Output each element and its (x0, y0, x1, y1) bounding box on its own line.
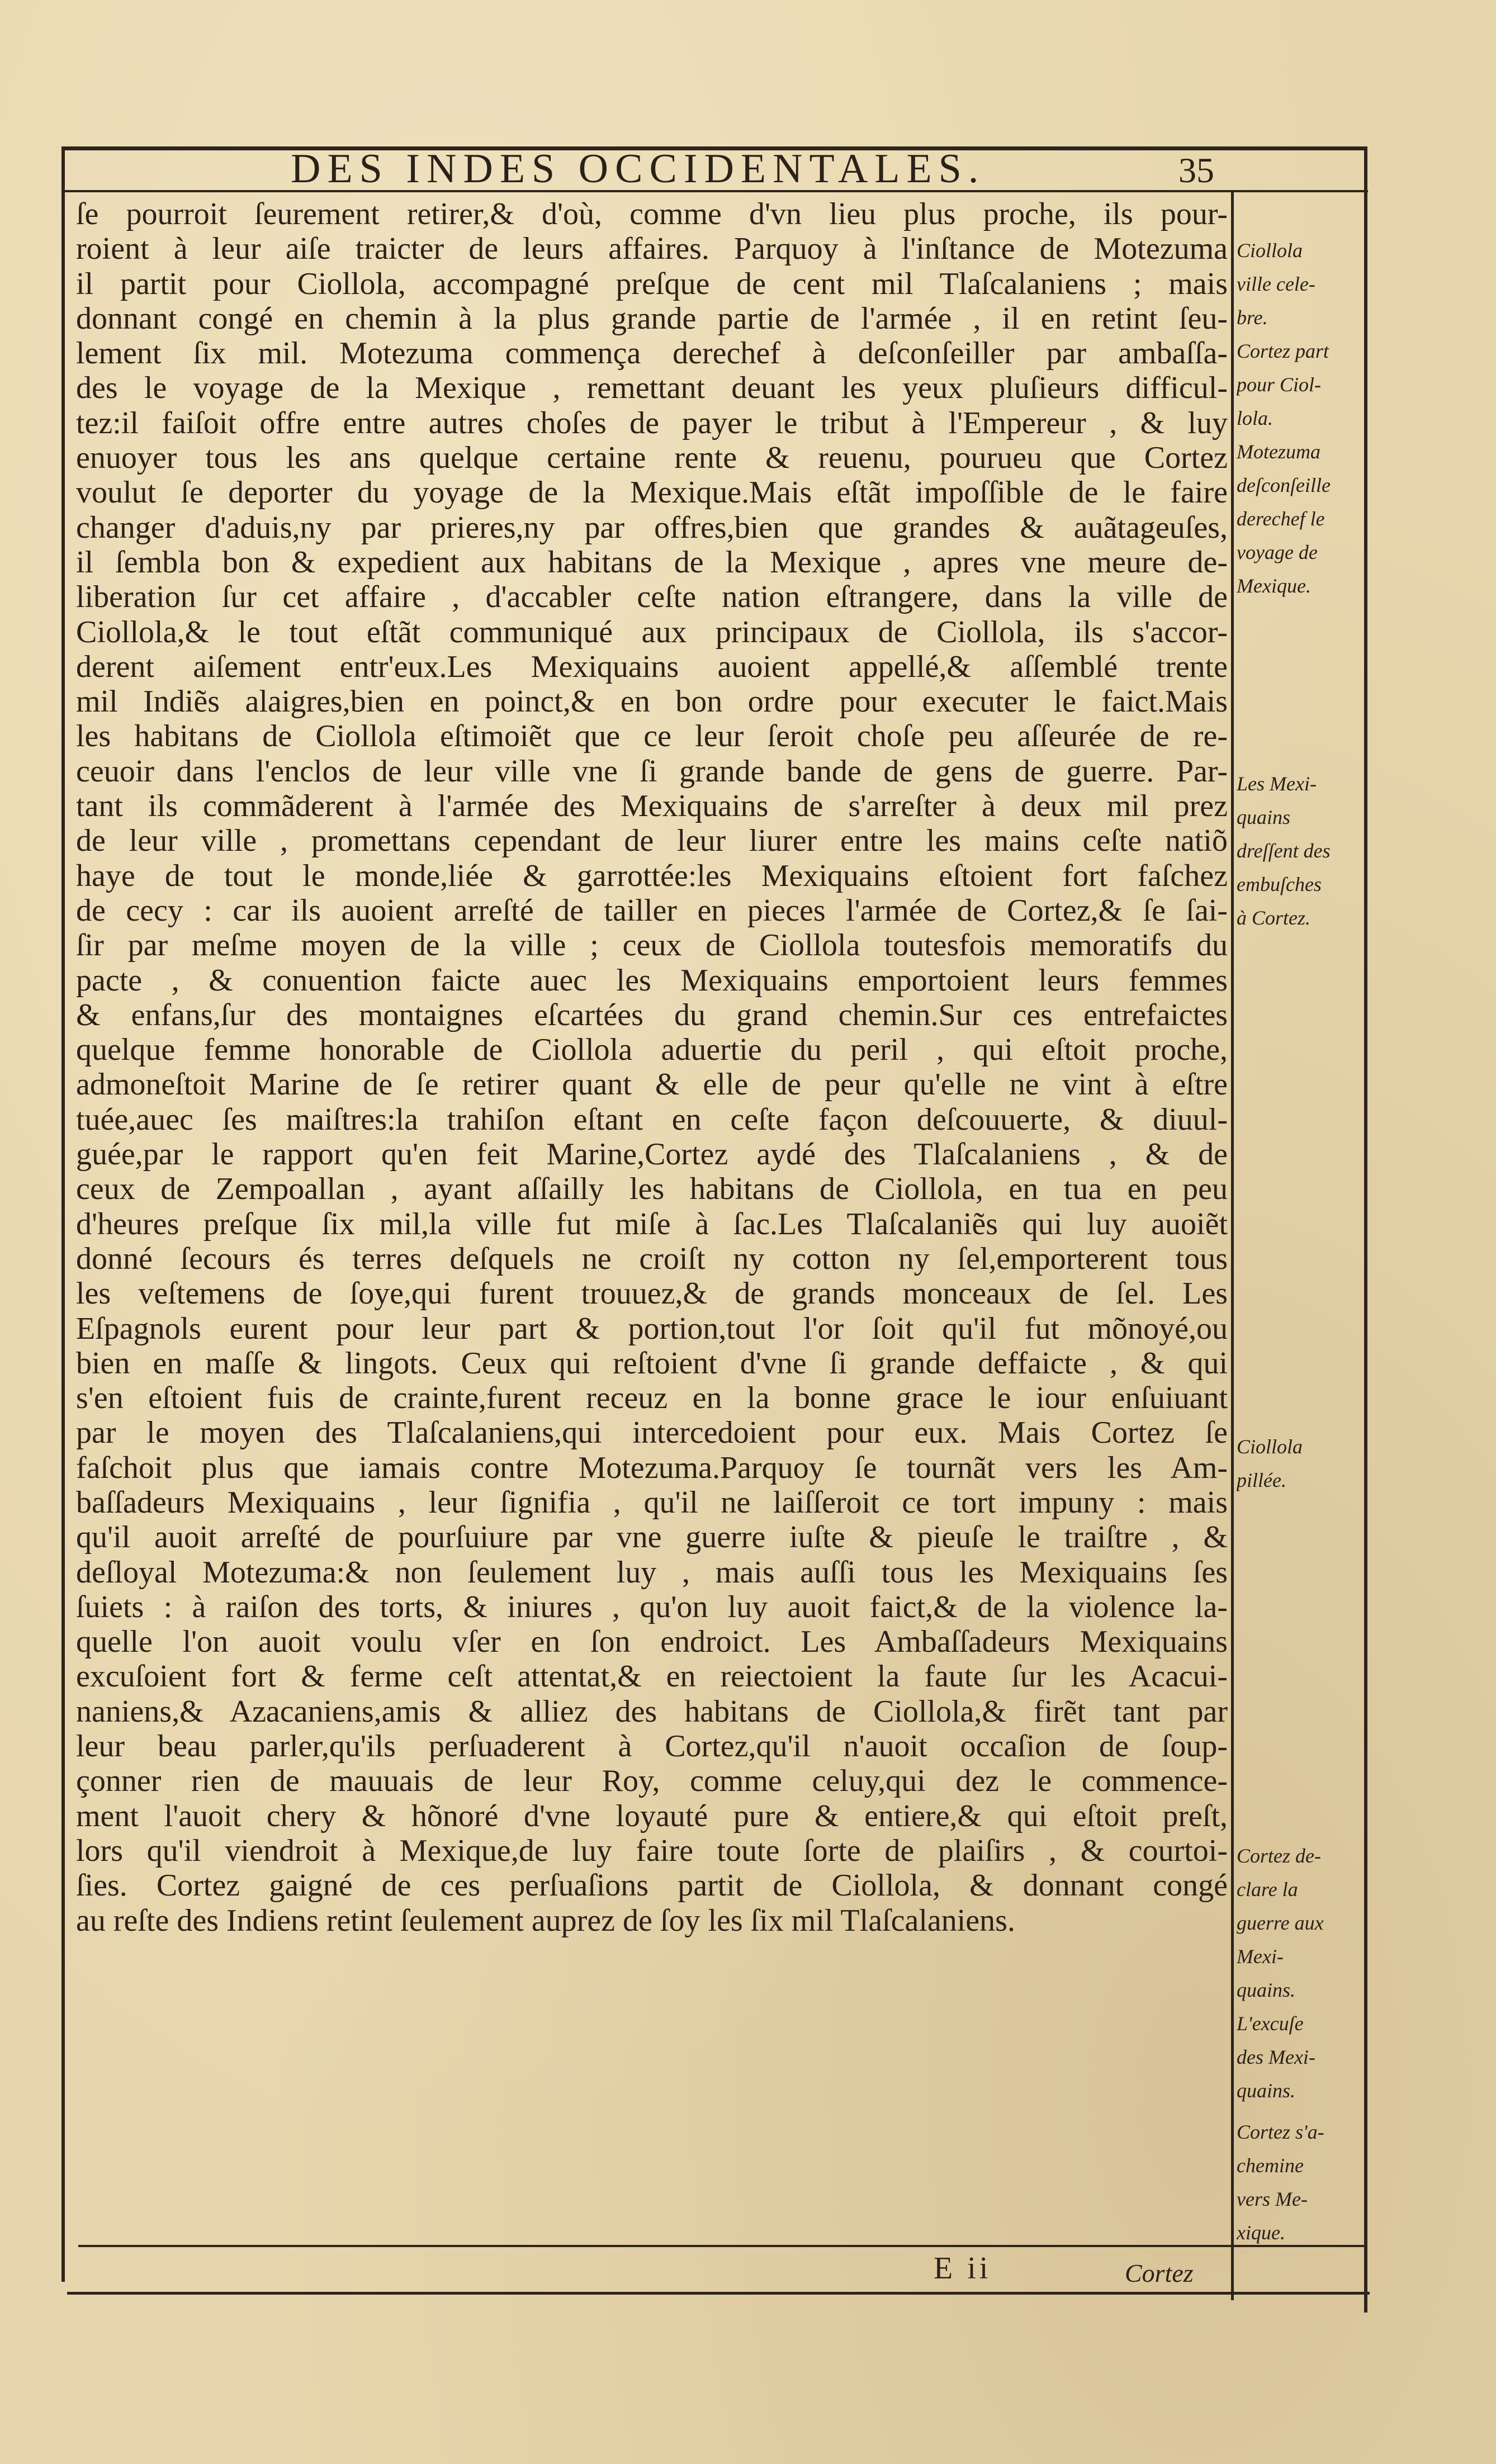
text-line: Ciollola,& le tout eſtãt communiqué aux principaux de Ciollola, ils s'accor- (76, 614, 1228, 650)
gloss-line: deſconſeille (1237, 474, 1331, 496)
gloss-line: lola. (1237, 407, 1274, 429)
text-line: il partit pour Ciollola, accompagné preſque de cent mil Tlaſcalaniens ; mais (76, 266, 1228, 301)
text-line: lors qu'il viendroit à Mexique,de luy faire toute ſorte de plaiſirs , & courtoi- (76, 1833, 1228, 1868)
main-text-block (76, 197, 1228, 1938)
text-line: roient à leur aiſe traicter de leurs affaires. Parquoy à l'inſtance de Motezuma (76, 231, 1228, 267)
text-line: bien en maſſe & lingots. Ceux qui reſtoient d'vne ſi grande deffaicte , & qui (76, 1345, 1228, 1381)
text-line: ſuiets : à raiſon des torts, & iniures , qu'on luy auoit faict,& de la violence la- (76, 1589, 1228, 1624)
text-line: tant ils commãderent à l'armée des Mexiquains de s'arreſter à deux mil prez (76, 789, 1228, 824)
text-line: ceux de Zempoallan , ayant aſſailly les habitans de Ciollola, en tua en peu (76, 1172, 1228, 1207)
text-line: pacte , & conuention faicte auec les Mexiquains emportoient leurs femmes (76, 963, 1228, 998)
text-line: mil Indiẽs alaigres,bien en poinct,& en bon ordre pour executer le faict.Mais (76, 684, 1228, 719)
gloss-line: L'excuſe (1237, 2012, 1304, 2035)
text-line: par le moyen des Tlaſcalaniens,qui intercedoient pour eux. Mais Cortez ſe (76, 1415, 1228, 1451)
text-line: ment l'auoit chery & hõnoré d'vne loyauté pure & entiere,& qui eſtoit preſt, (76, 1798, 1228, 1833)
text-line: derent aiſement entr'eux.Les Mexiquains auoient appellé,& aſſemblé trente (76, 649, 1228, 684)
text-bottom-rule (78, 2245, 1367, 2247)
gloss-line: xique. (1237, 2221, 1285, 2244)
text-line: admoneſtoit Marine de ſe retirer quant & elle de peur qu'elle ne vint à eſtre (76, 1067, 1228, 1102)
text-line: ſies. Cortez gaigné de ces perſuaſions partit de Ciollola, & donnant congé (76, 1868, 1228, 1903)
text-line: voulut ſe deporter du yoyage de la Mexique.Mais eſtãt impoſſible de le faire (76, 475, 1228, 510)
text-line: qu'il auoit arreſté de pourſuiure par vne guerre iuſte & pieuſe le traiſtre , & (76, 1520, 1228, 1555)
gloss-line: ville cele- (1237, 273, 1315, 295)
text-line: quelque femme honorable de Ciollola aduertie du peril , qui eſtoit proche, (76, 1032, 1228, 1068)
text-line: baſſadeurs Mexiquains , leur ſignifia , qu'il ne laiſſeroit ce tort impuny : mais (76, 1485, 1228, 1520)
text-line: liberation ſur cet affaire , d'accabler ceſte nation eſtrangere, dans la ville de (76, 580, 1228, 615)
frame-left-rule (61, 146, 65, 2282)
text-line: au reſte des Indiens retint ſeulement auprez de ſoy les ſix mil Tlaſcalaniens. (76, 1903, 1015, 1938)
page-number: 35 (1178, 150, 1214, 190)
text-line: ſe pourroit ſeurement retirer,& d'où, comme d'vn lieu plus proche, ils pour- (76, 197, 1228, 231)
signature-mark: E ii (934, 2251, 992, 2286)
catchword: Cortez (1125, 2259, 1194, 2287)
text-line: tez:il faiſoit offre entre autres choſes de payer le tribut à l'Empereur , & luy (76, 405, 1228, 440)
gloss-line: voyage de (1237, 541, 1318, 563)
gloss-line: Cortez s'a- (1237, 2121, 1324, 2143)
gloss-line: clare la (1237, 1878, 1298, 1901)
gloss-line: Cortez de- (1237, 1845, 1321, 1867)
text-line: deſloyal Motezuma:& non ſeulement luy , mais auſſi tous les Mexiquains ſes (76, 1555, 1228, 1590)
text-line: çonner rien de mauuais de leur Roy, comme celuy,qui dez le commence- (76, 1764, 1228, 1799)
text-line: de leur ville , promettans cependant de leur liurer entre les mains ceſte natiõ (76, 823, 1228, 859)
gloss-line: Ciollola (1237, 239, 1303, 262)
gloss-line: Cortez part (1237, 340, 1329, 362)
gloss-line: à Cortez. (1237, 907, 1311, 929)
gloss-line: dreſſent des (1237, 840, 1331, 862)
text-line: ſir par meſme moyen de la ville ; ceux de Ciollola toutesfois memoratifs du (76, 928, 1228, 963)
gloss-line: Ciollola (1237, 1435, 1303, 1458)
text-line: d'heures preſque ſix mil,la ville fut miſe à ſac.Les Tlaſcalaniẽs qui luy auoiẽt (76, 1206, 1228, 1242)
marginal-note-ambush (1237, 767, 1362, 935)
frame-right-rule (1364, 146, 1367, 2313)
gloss-line: embuſches (1237, 873, 1322, 895)
gloss-line: Mexique. (1237, 575, 1311, 597)
gloss-line: quains. (1237, 1979, 1296, 2001)
gloss-line: Les Mexi- (1237, 773, 1317, 795)
marginal-note-ciollola-departure (1237, 234, 1362, 603)
gloss-line: derechef le (1237, 508, 1325, 530)
gloss-line: pillée. (1237, 1469, 1286, 1491)
gloss-line: Motezuma (1237, 440, 1320, 463)
frame-bottom-rule (67, 2292, 1370, 2295)
text-line: changer d'aduis,ny par prieres,ny par offres,bien que grandes & auãtageuſes, (76, 510, 1228, 545)
text-line: quelle l'on auoit voulu vſer en ſon endroict. Les Ambaſſadeurs Mexiquains (76, 1624, 1228, 1660)
gloss-line: quains. (1237, 2079, 1296, 2102)
text-line: lement ſix mil. Motezuma commença derechef à deſconſeiller par ambaſſa- (76, 336, 1228, 371)
text-line: s'en eſtoient fuis de crainte,furent receuz en la bonne grace le iour enſuiuant (76, 1381, 1228, 1416)
text-line: excuſoient fort & ferme ceſt attentat,& en reiectoient la faute ſur les Acacui- (76, 1659, 1228, 1694)
text-line: il ſembla bon & expedient aux habitans de la Mexique , apres vne meure de- (76, 544, 1228, 580)
marginal-note-pillage (1237, 1430, 1362, 1497)
text-line: Eſpagnols eurent pour leur part & portion,tout l'or ſoit qu'il fut mõnoyé,ou (76, 1311, 1228, 1346)
text-line: les veſtemens de ſoye,qui furent trouuez,& de grands monceaux de ſel. Les (76, 1276, 1228, 1311)
gloss-line: bre. (1237, 306, 1268, 329)
running-title: DES INDES OCCIDENTALES. (291, 146, 986, 192)
text-line: des le voyage de la Mexique , remettant deuant les yeux pluſieurs difficul- (76, 371, 1228, 406)
gloss-line: Mexi- (1237, 1945, 1284, 1968)
text-line: donnant congé en chemin à la plus grande partie de l'armée , il en retint ſeu- (76, 301, 1228, 336)
text-line: haye de tout le monde,liée & garrottée:les Mexiquains eſtoient fort faſchez (76, 858, 1228, 893)
gloss-line: pour Ciol- (1237, 373, 1322, 396)
text-line: leur beau parler,qu'ils perſuaderent à Cortez,qu'il n'auoit occaſion de ſoup- (76, 1729, 1228, 1764)
text-line: & enfans,ſur des montaignes eſcartées du grand chemin.Sur ces entrefaictes (76, 997, 1228, 1032)
marginal-note-war-declared (1237, 1839, 1362, 2107)
gloss-line: quains (1237, 806, 1291, 828)
text-line: guée,par le rapport qu'en feit Marine,Cortez aydé des Tlaſcalaniens , & de (76, 1137, 1228, 1172)
margin-divider-rule (1231, 190, 1234, 2300)
gloss-line: vers Me- (1237, 2188, 1308, 2210)
text-line: les habitans de Ciollola eſtimoiẽt que ce leur ſeroit choſe peu aſſeurée de re- (76, 719, 1228, 754)
text-line: tuée,auec ſes maiſtres:la trahiſon eſtant en ceſte façon deſcouuerte, & diuul- (76, 1102, 1228, 1137)
marginal-note-march (1237, 2115, 1362, 2249)
text-line: enuoyer tous les ans quelque certaine rente & reuenu, pourueu que Cortez (76, 440, 1228, 476)
text-line: de cecy : car ils auoient arreſté de tailler en pieces l'armée de Cortez,& ſe ſai- (76, 893, 1228, 928)
text-line: naniens,& Azacaniens,amis & alliez des habitans de Ciollola,& firẽt tant par (76, 1694, 1228, 1729)
text-line: faſchoit plus que iamais contre Motezuma.Parquoy ſe tournãt vers les Am- (76, 1450, 1228, 1485)
gloss-line: chemine (1237, 2154, 1304, 2177)
text-line: ceuoir dans l'enclos de leur ville vne ſi grande bande de gens de guerre. Par- (76, 754, 1228, 789)
gloss-line: guerre aux (1237, 1912, 1324, 1934)
text-line: donné ſecours és terres deſquels ne croiſt ny cotton ny ſel,emporterent tous (76, 1241, 1228, 1276)
gloss-line: des Mexi- (1237, 2046, 1315, 2068)
